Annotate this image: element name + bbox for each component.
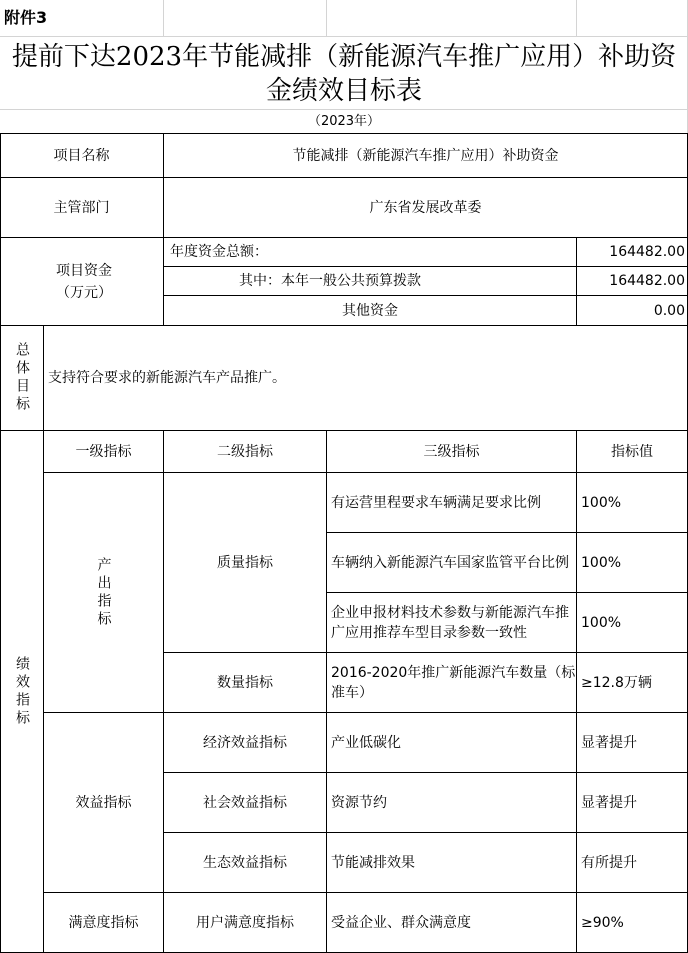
- year-label: （2023年）: [307, 114, 381, 129]
- page-title: 提前下达2023年节能减排（新能源汽车推广应用）补助资金绩效目标表: [11, 42, 677, 106]
- overall-goal-label: 总体目标: [14, 342, 30, 414]
- quality-value-1: 100%: [581, 494, 622, 511]
- benefit-item-1: 产业低碳化: [331, 734, 401, 751]
- project-funds-label: 项目资金（万元）: [56, 262, 112, 301]
- quantity-indicators-label: 数量指标: [217, 674, 273, 691]
- other-funds-label: 其他资金: [342, 302, 398, 319]
- annual-total-label: 年度资金总额：: [170, 244, 268, 260]
- project-name-label: 项目名称: [53, 147, 110, 164]
- benefit-value-3: 有所提升: [581, 854, 637, 871]
- budget-allocation-value: 164482.00: [609, 273, 685, 289]
- satisfaction-value: ≥90%: [581, 914, 624, 931]
- benefit-sub-3: 生态效益指标: [203, 854, 287, 871]
- annual-total-value: 164482.00: [609, 244, 685, 260]
- satisfaction-item: 受益企业、群众满意度: [331, 914, 471, 931]
- project-name-value: 节能减排（新能源汽车推广应用）补助资金: [292, 147, 559, 164]
- benefit-sub-2: 社会效益指标: [203, 794, 287, 811]
- header-value: 指标值: [611, 443, 653, 460]
- output-indicators-label: 产出指标: [95, 556, 112, 629]
- header-level1: 一级指标: [75, 443, 132, 460]
- quality-item-1: 有运营里程要求车辆满足要求比例: [331, 494, 541, 511]
- benefit-indicators-label: 效益指标: [75, 794, 132, 811]
- benefit-value-1: 显著提升: [581, 734, 637, 751]
- benefit-sub-1: 经济效益指标: [203, 734, 287, 751]
- budget-allocation-label: 其中：本年一般公共预算拨款: [239, 273, 421, 289]
- benefit-value-2: 显著提升: [581, 794, 637, 811]
- quality-value-2: 100%: [581, 554, 622, 571]
- department-label: 主管部门: [53, 199, 110, 216]
- quality-indicators-label: 质量指标: [217, 554, 273, 571]
- attachment-label: 附件3: [4, 8, 48, 27]
- benefit-item-2: 资源节约: [331, 794, 387, 811]
- quality-item-2: 车辆纳入新能源汽车国家监管平台比例: [331, 554, 569, 571]
- quantity-value: ≥12.8万辆: [581, 674, 652, 691]
- header-level2: 二级指标: [217, 443, 273, 460]
- quality-value-3: 100%: [581, 614, 622, 631]
- quantity-item: 2016-2020年推广新能源汽车数量（标准车）: [331, 664, 576, 701]
- department-value: 广东省发展改革委: [369, 199, 482, 216]
- header-level3: 三级指标: [423, 443, 480, 460]
- other-funds-value: 0.00: [653, 302, 685, 319]
- satisfaction-sub: 用户满意度指标: [196, 914, 294, 931]
- overall-goal-text: 支持符合要求的新能源汽车产品推广。: [48, 370, 286, 386]
- performance-indicators-label: 绩效指标: [14, 655, 30, 728]
- benefit-item-3: 节能减排效果: [331, 854, 415, 871]
- satisfaction-indicators-label: 满意度指标: [68, 914, 139, 931]
- quality-item-3: 企业申报材料技术参数与新能源汽车推广应用推荐车型目录参数一致性: [331, 604, 569, 641]
